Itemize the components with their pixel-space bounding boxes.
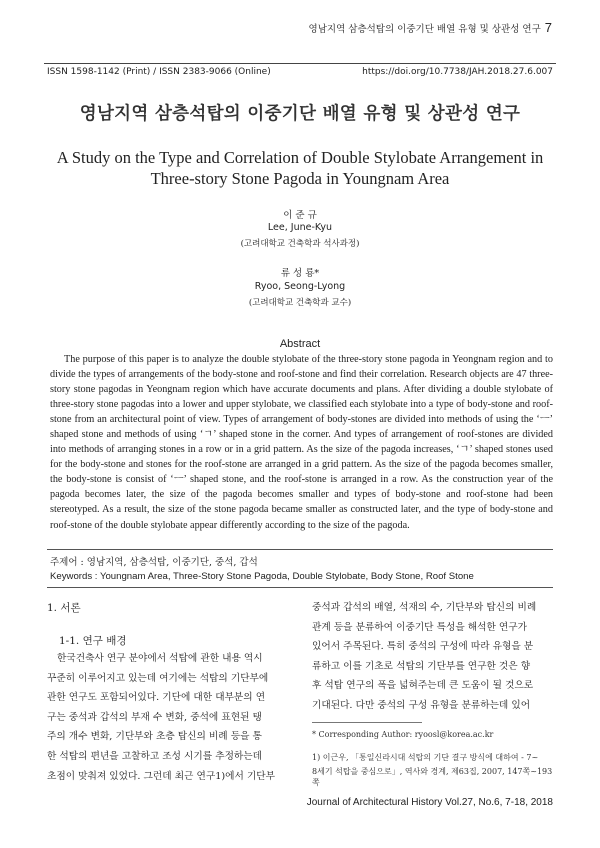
- korean-title: 영남지역 삼층석탑의 이중기단 배열 유형 및 상관성 연구: [79, 104, 521, 124]
- left-line: 주의 개수 변화, 기단부와 초층 탑신의 비례 등을 통: [47, 731, 262, 743]
- right-line: 류하고 이를 기초로 석탑의 기단부를 연구한 것은 향: [312, 660, 531, 672]
- left-column-body: [47, 649, 295, 786]
- footnote-1-line2: 8세기 석탑을 중심으로」, 역사와 경계, 제63집, 2007, 147쪽~193쪽: [312, 767, 553, 787]
- right-line: 기대된다. 다만 중석의 구성 유형을 분류하는데 있어: [312, 699, 531, 711]
- left-line: 한 석탑의 편년을 고찰하고 조성 시기를 추정하는데: [47, 750, 262, 762]
- author2-affiliation: (고려대학교 건축학과 교수): [248, 298, 352, 308]
- journal-info: Journal of Architectural History Vol.27, No.6, 7-18, 2018: [306, 797, 553, 808]
- author1-name-kr: 이 준 규: [283, 210, 317, 221]
- doi-link[interactable]: https://doi.org/10.7738/JAH.2018.27.6.007: [362, 67, 553, 77]
- subsection-heading: 1-1. 연구 배경: [59, 635, 127, 647]
- running-title: 영남지역 삼층석탑의 이중기단 배열 유형 및 상관성 연구: [308, 24, 541, 35]
- right-column-body: [312, 598, 557, 716]
- page-number: 7: [544, 20, 552, 35]
- header-rule: [44, 63, 556, 64]
- footnote-rule: [312, 722, 422, 723]
- author2-name-en: Ryoo, Seong-Lyong: [254, 281, 346, 292]
- issn: ISSN 1598-1142 (Print) / ISSN 2383-9066 (Online): [47, 67, 271, 77]
- running-header: [309, 20, 552, 35]
- english-title-line2: Three-story Stone Pagoda in Youngnam Area: [150, 169, 450, 188]
- section-heading: 1. 서론: [47, 602, 81, 614]
- left-line: 구는 중석과 갑석의 부재 수 변화, 중석에 표현된 탱: [47, 711, 262, 723]
- english-title: [40, 147, 560, 189]
- right-line: 있어서 주목된다. 특히 중석의 구성에 따라 유형을 분: [312, 641, 534, 653]
- left-line: 관한 연구도 포함되어있다. 기단에 대한 대부분의 연: [47, 692, 266, 704]
- left-line: 초점이 맞춰져 있었다. 그런데 최근 연구1)에서 기단부: [47, 770, 276, 782]
- author1-affiliation: (고려대학교 건축학과 석사과정): [240, 239, 360, 249]
- abstract-text: The purpose of this paper is to analyze the double stylobate of the three-story stone pagoda in Yeongnam region and to divide the types of arrangements of the body-stone and roof-stone and find their correlation. Research objects are 47 three-story stone pagodas in Yeongnam region which have accurate documents and plans. After dividing a double stylobate of three-story stone pagodas into a lower and upper stylobate, we classified each stylobate into a type of body-stone and roof-stone from an architectural point of view. Types of arrangement of body-stones are divided into methods of using the ‘ㅡ’ shaped stone and methods of using ‘ㄱ’ shaped stone in the corner. And types of arrangement of roof-stones are divided into methods of arranging stones in a row or in a grid pattern. As the size of the pagoda increases, ‘ㄱ’ shaped stones used for the body-stone and stones for the roof-stone are arranged in a grid pattern. As the size of the pagoda becomes smaller, the body-stone is consist of ‘ㅡ’ shaped stone, and the roof-stone is arranged in a row. As the construction year of the pagoda becomes later, the size of the pagoda becomes smaller and types of body-stone and roof-stone had been stereotyped. As a result, the size of the stone pagoda became smaller as constructed later, and the type of body-stone and roof-stone of the double stylobate appear differently according to the size of the pagoda.: [50, 354, 553, 531]
- english-title-line1: A Study on the Type and Correlation of Double Stylobate Arrangement in: [56, 148, 544, 167]
- corresponding-author-note: * Corresponding Author: ryoosl@korea.ac.kr: [312, 730, 494, 739]
- keywords-english: Keywords : Youngnam Area, Three-Story Stone Pagoda, Double Stylobate, Body Stone, Roof Stone: [50, 571, 474, 582]
- footnote-1-line1: 1) 이근우, 「통일신라시대 석탑의 기단 결구 방식에 대하여 - 7~: [312, 753, 539, 762]
- keywords-top-rule: [47, 549, 553, 550]
- footnote-1: [312, 752, 557, 788]
- keywords-bottom-rule: [47, 587, 553, 588]
- right-line: 중석과 갑석의 배열, 석재의 수, 기단부와 탑신의 비례: [312, 602, 537, 613]
- right-line: 관계 등을 분류하여 이중기단 특성을 해석한 연구가: [312, 621, 527, 633]
- keywords-korean: 주제어 : 영남지역, 삼층석탑, 이중기단, 중석, 갑석: [50, 557, 258, 568]
- right-line: 후 석탑 연구의 폭을 넓혀주는데 큰 도움이 될 것으로: [312, 680, 534, 692]
- author2-name-kr: 류 성 룡*: [280, 268, 320, 279]
- left-line: 한국건축사 연구 분야에서 석탑에 관한 내용 역시: [57, 653, 263, 664]
- left-line: 꾸준히 이루어지고 있는데 여기에는 석탑의 기단부에: [47, 672, 269, 684]
- abstract-heading: Abstract: [279, 338, 321, 350]
- author1-name-en: Lee, June-Kyu: [267, 222, 333, 233]
